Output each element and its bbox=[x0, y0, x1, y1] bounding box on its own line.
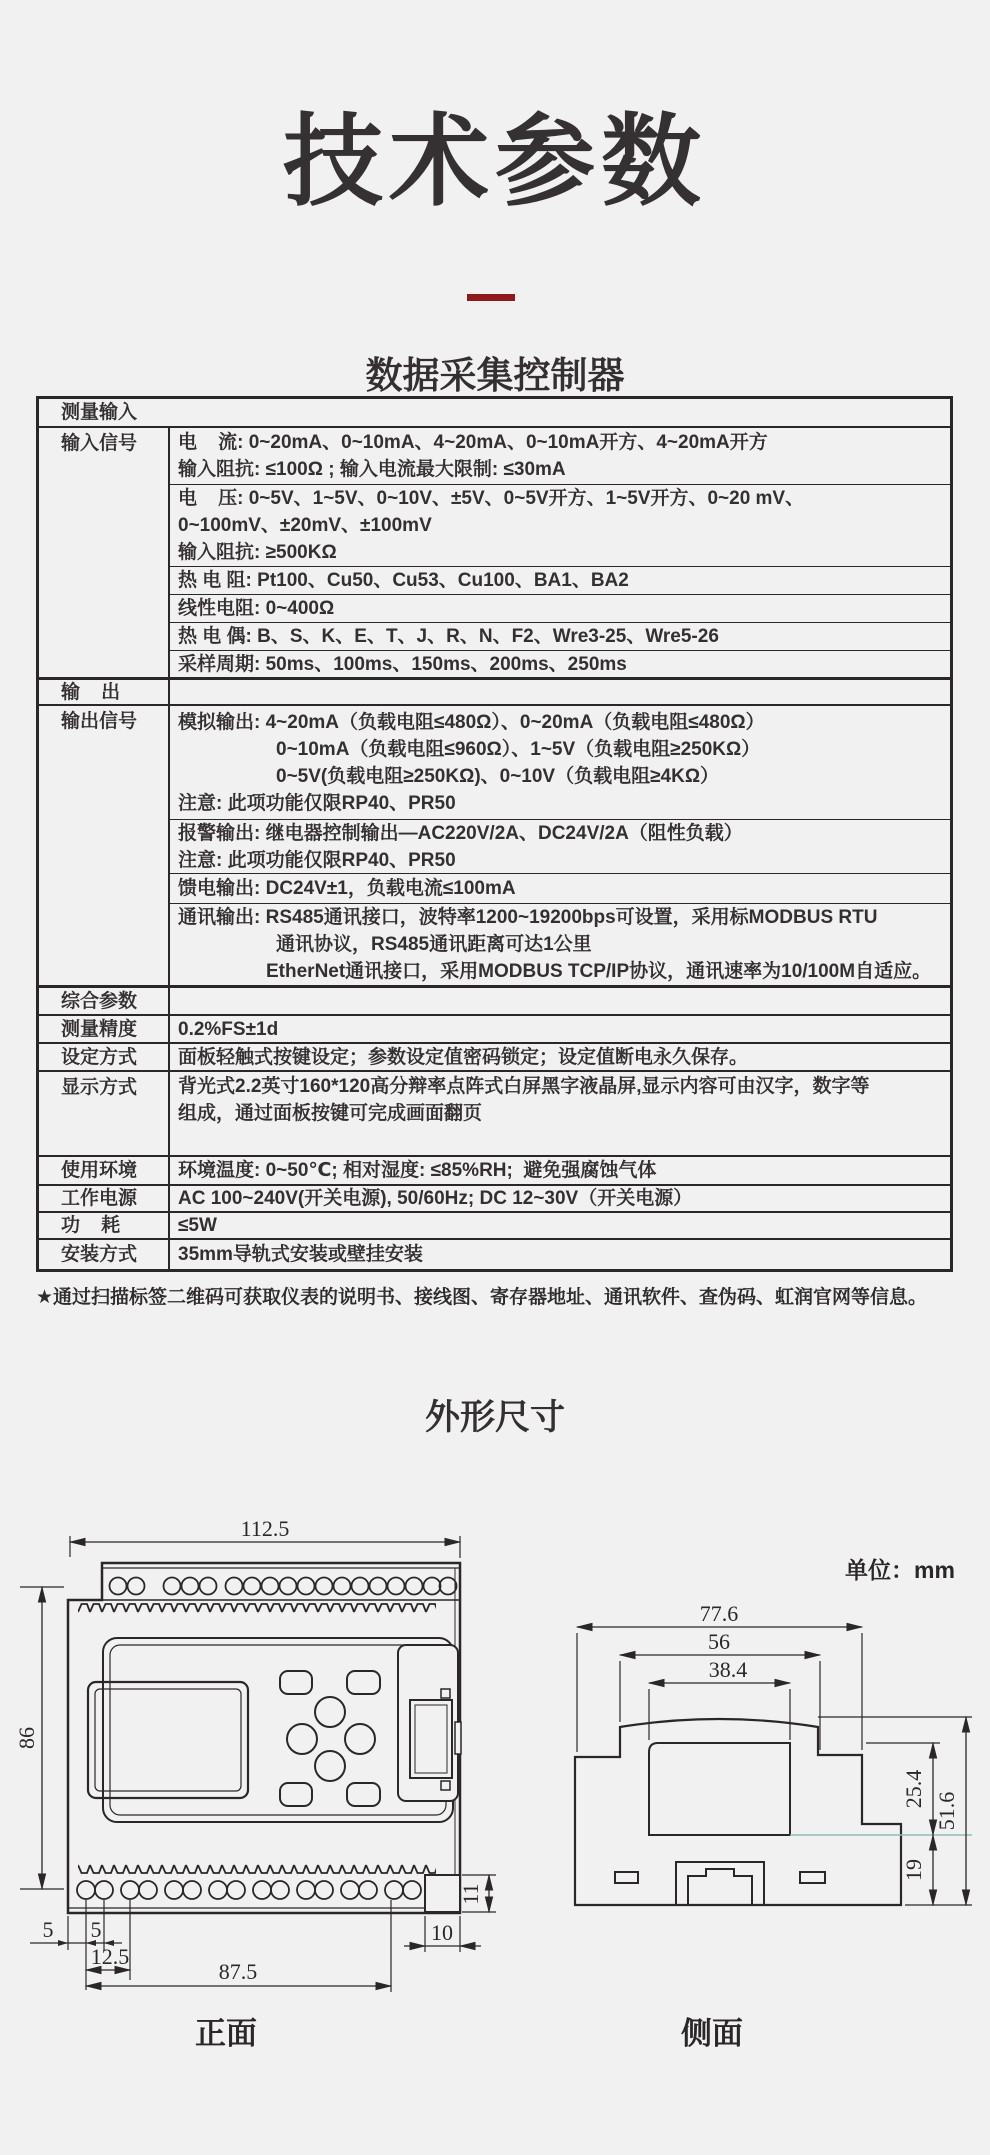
key-right bbox=[345, 1724, 375, 1754]
subrow-voltage bbox=[170, 484, 950, 566]
dim-side-window-width bbox=[649, 1657, 790, 1740]
spec-value: ≤5W bbox=[178, 1215, 217, 1236]
dim-side-overall-depth bbox=[934, 1717, 966, 1905]
subrow-thermocouple bbox=[170, 622, 950, 650]
svg-text:5: 5 bbox=[42, 1917, 54, 1942]
bottom-terminal-row bbox=[77, 1881, 421, 1899]
spec-line: 电 流: 0~20mA、0~10mA、4~20mA、0~10mA开方、4~20mA开方 bbox=[178, 432, 768, 453]
key-top-right bbox=[347, 1671, 380, 1694]
section-label: 输 出 bbox=[61, 681, 121, 703]
svg-text:19: 19 bbox=[901, 1859, 926, 1881]
spec-value: AC 100~240V(开关电源), 50/60Hz; DC 12~30V（开关电源） bbox=[178, 1188, 693, 1209]
key-bottom-right bbox=[347, 1783, 380, 1806]
dim-side-upper-depth bbox=[901, 1743, 933, 1835]
row-label: 使用环境 bbox=[61, 1160, 138, 1181]
subrow-feed-output bbox=[170, 873, 950, 903]
spec-line: 注意: 此项功能仅限RP40、PR50 bbox=[178, 849, 456, 871]
svg-text:12.5: 12.5 bbox=[90, 1944, 130, 1969]
spec-line: 模拟输出: 4~20mA（负载电阻≤480Ω）、0~20mA（负载电阻≤480Ω） bbox=[178, 711, 765, 733]
key-up bbox=[315, 1697, 345, 1727]
subrow-current bbox=[170, 428, 950, 484]
row-label: 工作电源 bbox=[61, 1188, 138, 1209]
subrow-linear-resistance bbox=[170, 594, 950, 622]
key-top-left bbox=[280, 1671, 312, 1694]
dim-overall-width bbox=[70, 1516, 460, 1558]
key-bottom-left bbox=[280, 1783, 312, 1806]
spec-table bbox=[36, 396, 953, 1272]
spec-line: 输入阻抗: ≤100Ω ; 输入电流最大限制: ≤30mA bbox=[178, 459, 566, 480]
svg-text:51.6: 51.6 bbox=[934, 1791, 959, 1831]
table-row-input-signal bbox=[39, 426, 950, 677]
svg-text:25.4: 25.4 bbox=[901, 1769, 926, 1809]
accent-dash bbox=[467, 294, 515, 301]
spec-line: 采样周期: 50ms、100ms、150ms、200ms、250ms bbox=[178, 653, 627, 675]
key-down bbox=[315, 1751, 345, 1781]
bottom-right-tab bbox=[425, 1875, 460, 1912]
dim-tab-height bbox=[458, 1875, 496, 1912]
row-label: 输入信号 bbox=[61, 433, 138, 454]
spec-line: 馈电输出: DC24V±1，负载电流≤100mA bbox=[178, 878, 516, 900]
table-row-setting bbox=[39, 1042, 950, 1070]
front-view-label: 正面 bbox=[195, 2016, 257, 2051]
spec-line: 0~100mV、±20mV、±100mV bbox=[178, 515, 432, 536]
spec-value: 面板轻触式按键设定；参数设定值密码锁定；设定值断电永久保存。 bbox=[178, 1046, 749, 1068]
spec-line: 输入阻抗: ≥500KΩ bbox=[178, 542, 337, 563]
svg-text:10: 10 bbox=[431, 1920, 453, 1945]
dim-text-height: 86 bbox=[14, 1727, 39, 1749]
spec-line: 0~5V(负载电阻≥250KΩ)、0~10V（负载电阻≥4KΩ） bbox=[276, 765, 720, 787]
spec-line: 通讯协议，RS485通讯距离可达1公里 bbox=[276, 934, 592, 955]
spec-line: 组成，通过面板按键可完成画面翻页 bbox=[178, 1103, 483, 1124]
top-vent-strip bbox=[78, 1602, 436, 1613]
table-row-output-header bbox=[39, 677, 950, 704]
spec-line: 线性电阻: 0~400Ω bbox=[178, 598, 335, 619]
row-label: 输出信号 bbox=[61, 711, 138, 732]
subrow-comm-output bbox=[170, 903, 950, 985]
dim-overall-height bbox=[14, 1587, 64, 1889]
table-row-display bbox=[39, 1070, 950, 1155]
spec-value: 0.2%FS±1d bbox=[178, 1018, 279, 1040]
spec-line: 报警输出: 继电器控制输出—AC220V/2A、DC24V/2A（阻性负载） bbox=[178, 822, 743, 844]
table-row-general-header bbox=[39, 985, 950, 1014]
row-label: 安装方式 bbox=[61, 1244, 138, 1265]
table-row-environment bbox=[39, 1155, 950, 1184]
bottom-vent-strip bbox=[78, 1864, 436, 1875]
dim-text-width: 112.5 bbox=[240, 1516, 290, 1541]
spec-line: 背光式2.2英寸160*120高分辩率点阵式白屏黑字液晶屏,显示内容可由汉字，数字等 bbox=[178, 1076, 870, 1097]
table-row-mounting bbox=[39, 1238, 950, 1269]
spec-line: 电 压: 0~5V、1~5V、0~10V、±5V、0~5V开方、1~5V开方、0~20 mV、 bbox=[178, 488, 805, 509]
dim-tab-width bbox=[404, 1916, 481, 1952]
top-terminal-row bbox=[110, 1578, 457, 1595]
product-subtitle: 数据采集控制器 bbox=[365, 355, 625, 396]
spec-line: 热 电 阻: Pt100、Cu50、Cu53、Cu100、BA1、BA2 bbox=[178, 570, 629, 591]
svg-text:56: 56 bbox=[708, 1629, 730, 1654]
lcd-display bbox=[88, 1682, 248, 1798]
spec-line: 0~10mA（负载电阻≤960Ω）、1~5V（负载电阻≥250KΩ） bbox=[276, 738, 761, 760]
svg-text:5: 5 bbox=[90, 1917, 102, 1942]
page-title: 技术参数 bbox=[283, 106, 707, 218]
table-row-output-signal bbox=[39, 704, 950, 985]
subrow-analog-output bbox=[170, 706, 950, 819]
side-view-drawing bbox=[520, 1480, 990, 2080]
din-rail-clip bbox=[615, 1862, 825, 1905]
section-label: 测量输入 bbox=[61, 402, 138, 423]
svg-text:77.6: 77.6 bbox=[699, 1601, 739, 1626]
subrow-rtd bbox=[170, 566, 950, 594]
side-front-panel bbox=[649, 1743, 790, 1835]
svg-text:11: 11 bbox=[458, 1883, 483, 1905]
section-label: 综合参数 bbox=[61, 990, 138, 1012]
dim-side-rail-depth bbox=[901, 1835, 933, 1905]
front-view-drawing bbox=[0, 1480, 520, 2080]
qr-note: ★通过扫描标签二维码可获取仪表的说明书、接线图、寄存器地址、通讯软件、查伪码、虹润官网等信息。 bbox=[36, 1287, 928, 1308]
keypad bbox=[280, 1671, 380, 1806]
row-label: 设定方式 bbox=[61, 1046, 138, 1068]
spec-value: 环境温度: 0~50℃; 相对湿度: ≤85%RH; 避免强腐蚀气体 bbox=[178, 1160, 657, 1181]
table-row-measure-input bbox=[39, 399, 950, 426]
side-profile-outline bbox=[575, 1719, 901, 1905]
svg-text:38.4: 38.4 bbox=[708, 1657, 748, 1682]
spec-value: 35mm导轨式安装或壁挂安装 bbox=[178, 1244, 423, 1265]
subrow-alarm-output bbox=[170, 819, 950, 873]
side-view-label: 侧面 bbox=[681, 2016, 743, 2051]
row-label: 显示方式 bbox=[61, 1077, 138, 1098]
unit-label: 单位：mm bbox=[845, 1557, 955, 1583]
table-row-consumption bbox=[39, 1211, 950, 1238]
dimensions-heading: 外形尺寸 bbox=[424, 1398, 565, 1437]
row-label: 功 耗 bbox=[61, 1215, 121, 1236]
subrow-sampling bbox=[170, 650, 950, 677]
svg-text:87.5: 87.5 bbox=[218, 1959, 258, 1984]
spec-line: 热 电 偶: B、S、K、E、T、J、R、N、F2、Wre3-25、Wre5-26 bbox=[178, 626, 719, 647]
side-connector bbox=[398, 1645, 461, 1801]
table-row-accuracy bbox=[39, 1014, 950, 1042]
spec-line: EtherNet通讯接口，采用MODBUS TCP/IP协议，通讯速率为10/100M自适应。 bbox=[266, 961, 932, 982]
spec-line: 通讯输出: RS485通讯接口，波特率1200~19200bps可设置，采用标MODBUS RTU bbox=[178, 907, 878, 928]
spec-line: 注意: 此项功能仅限RP40、PR50 bbox=[178, 792, 456, 814]
table-row-power-supply bbox=[39, 1184, 950, 1211]
key-left bbox=[287, 1724, 317, 1754]
row-label: 测量精度 bbox=[61, 1018, 138, 1040]
